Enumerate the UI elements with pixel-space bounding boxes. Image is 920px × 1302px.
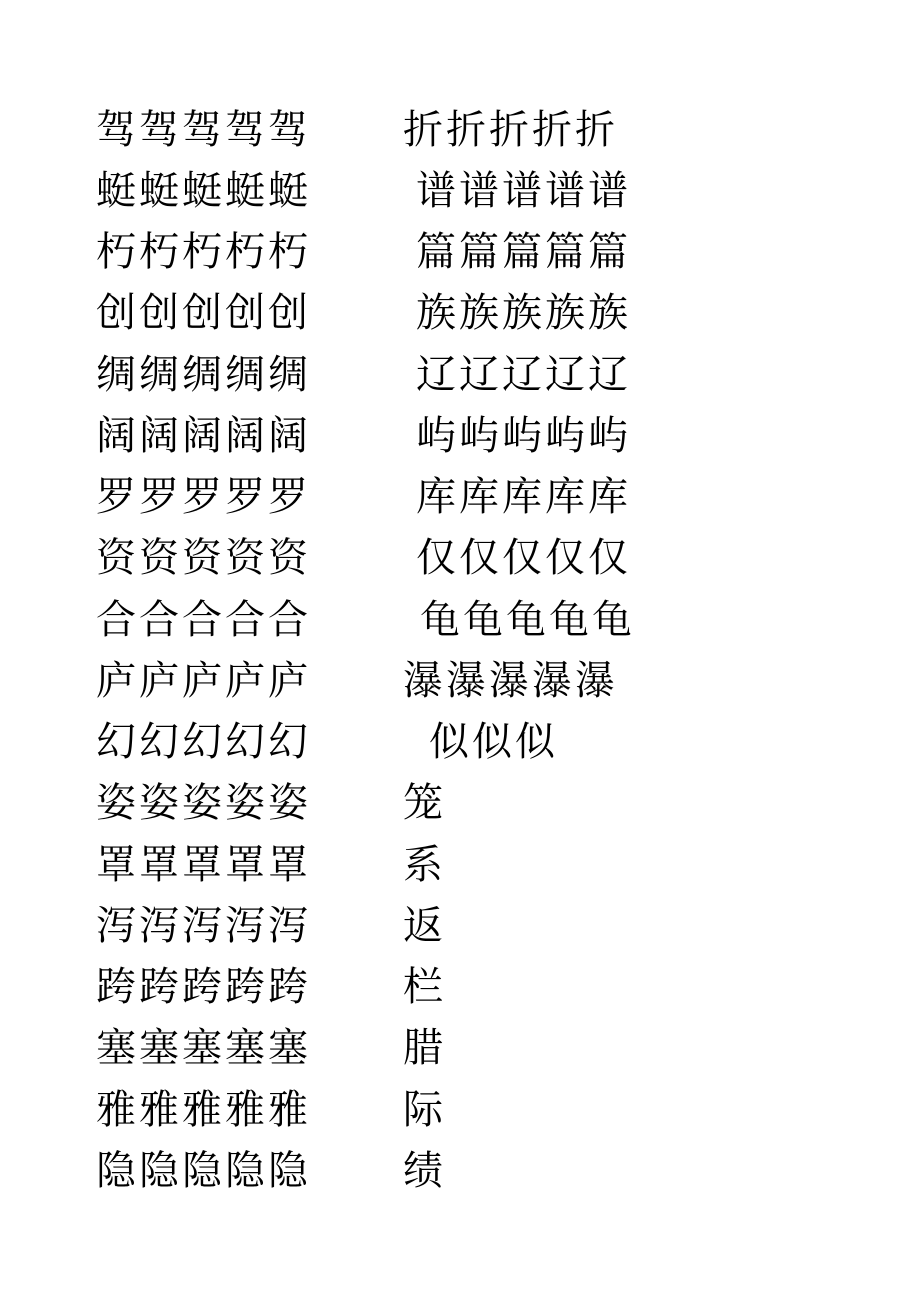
- right-line: 族族族族族: [416, 290, 631, 336]
- right-line: 绩: [403, 1148, 446, 1194]
- right-line: 屿屿屿屿屿: [416, 413, 631, 459]
- left-line: 罩罩罩罩罩: [96, 842, 311, 888]
- left-line: 朽朽朽朽朽: [96, 229, 311, 275]
- left-line: 资资资资资: [96, 535, 311, 581]
- right-line: 际: [403, 1087, 446, 1133]
- right-line: 返: [403, 903, 446, 949]
- left-line: 阔阔阔阔阔: [96, 413, 311, 459]
- right-line: 仅仅仅仅仅: [416, 535, 631, 581]
- right-line: 似似似: [429, 719, 558, 765]
- left-line: 罗罗罗罗罗: [96, 474, 311, 520]
- right-line: 笼: [403, 780, 446, 826]
- right-line: 辽辽辽辽辽: [416, 352, 631, 398]
- left-line: 蜓蜓蜓蜓蜓: [96, 168, 311, 214]
- left-line: 幻幻幻幻幻: [96, 719, 311, 765]
- right-line: 库库库库库: [416, 474, 631, 520]
- left-line: 泻泻泻泻泻: [96, 903, 311, 949]
- right-line: 腊: [403, 1025, 446, 1071]
- right-line: 谱谱谱谱谱: [416, 168, 631, 214]
- left-line: 创创创创创: [96, 290, 311, 336]
- left-line: 驾驾驾驾驾: [96, 107, 311, 153]
- left-line: 姿姿姿姿姿: [96, 780, 311, 826]
- left-line: 隐隐隐隐隐: [96, 1148, 311, 1194]
- left-line: 庐庐庐庐庐: [96, 658, 311, 704]
- left-line: 雅雅雅雅雅: [96, 1087, 311, 1133]
- right-line: 折折折折折: [403, 107, 618, 153]
- left-line: 塞塞塞塞塞: [96, 1025, 311, 1071]
- left-line: 跨跨跨跨跨: [96, 964, 311, 1010]
- right-line: 篇篇篇篇篇: [416, 229, 631, 275]
- right-line: 龟龟龟龟龟: [420, 597, 635, 643]
- left-line: 绸绸绸绸绸: [96, 352, 311, 398]
- right-line: 栏: [403, 964, 446, 1010]
- right-line: 系: [403, 842, 446, 888]
- left-line: 合合合合合: [96, 597, 311, 643]
- right-line: 瀑瀑瀑瀑瀑: [403, 658, 618, 704]
